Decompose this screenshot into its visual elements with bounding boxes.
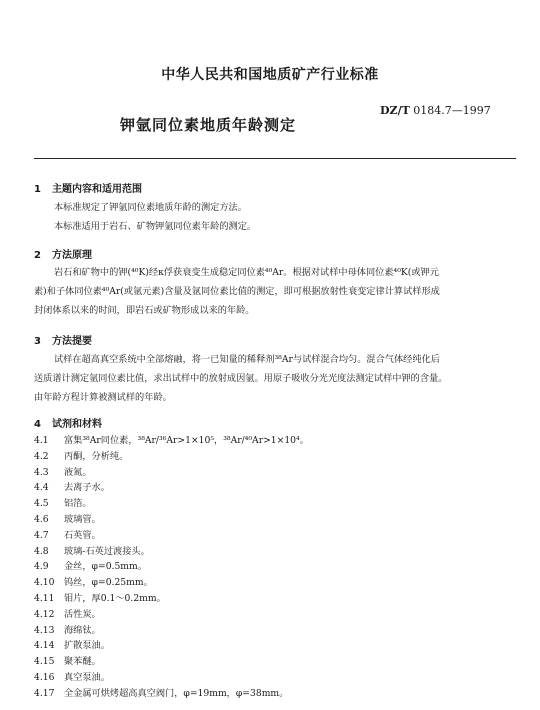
- section-body-3: [34, 350, 516, 407]
- item-text: 石英管。: [64, 529, 101, 541]
- item-number: 4.2: [34, 450, 49, 462]
- paragraph-line: 本标准适用于岩石、矿物钾氩同位素年龄的测定。: [54, 221, 257, 232]
- list-item: [34, 654, 516, 670]
- section-number: 4: [34, 419, 41, 430]
- item-number: 4.6: [34, 513, 49, 525]
- item-text: 丙酮，分析纯。: [64, 450, 129, 462]
- item-number: 4.9: [34, 561, 49, 573]
- item-text: 全金属可烘烤超高真空阀门，φ=19mm，φ=38mm。: [64, 687, 289, 699]
- item-number: 4.4: [34, 482, 49, 494]
- item-number: 4.15: [34, 656, 55, 668]
- item-number: 4.11: [34, 592, 55, 604]
- item-number: 4.10: [34, 577, 55, 589]
- item-text: 海绵钛。: [64, 624, 101, 636]
- list-item: [34, 591, 516, 607]
- list-item: [34, 638, 516, 654]
- section-title: 方法提要: [52, 336, 92, 347]
- section-heading-1: [34, 180, 142, 195]
- item-number: 4.16: [34, 671, 55, 683]
- item-text: 聚苯醚。: [64, 656, 101, 668]
- materials-list: [34, 433, 516, 702]
- item-text: 真空泵油。: [64, 671, 110, 683]
- item-text: 富集³⁸Ar同位素，³⁸Ar/³⁶Ar>1×10⁵，³⁸Ar/⁴⁰Ar>1×10⁴。: [64, 435, 309, 446]
- item-number: 4.17: [34, 687, 55, 699]
- item-text: 铝箔。: [64, 498, 92, 510]
- section-heading-3: [34, 332, 92, 347]
- item-number: 4.14: [34, 640, 55, 652]
- list-item: [34, 449, 516, 465]
- section-title: 方法原理: [52, 250, 92, 261]
- item-text: 钨丝，φ=0.25mm。: [64, 577, 153, 589]
- list-item: [34, 496, 516, 512]
- item-text: 活性炭。: [64, 608, 101, 620]
- standard-code-number: 0184.7—1997: [413, 104, 491, 117]
- section-title: 试剂和材料: [52, 419, 102, 430]
- list-item: [34, 544, 516, 560]
- standard-code-prefix: DZ/T: [380, 104, 410, 117]
- item-text: 扩散泵油。: [64, 640, 110, 652]
- section-number: 3: [34, 336, 41, 347]
- item-number: 4.1: [34, 435, 49, 446]
- item-number: 4.5: [34, 498, 49, 510]
- paragraph-line: 岩石和矿物中的钾(⁴⁰K)经κ俘获衰变生成稳定同位素⁴⁰Ar。根据对试样中母体同位素⁴⁰K(或钾元: [54, 267, 439, 278]
- standard-title: 钾氩同位素地质年龄测定: [120, 116, 297, 134]
- item-text: 去离子水。: [64, 482, 110, 494]
- item-text: 玻璃-石英过渡接头。: [64, 545, 150, 557]
- paragraph-line: 素)和子体同位素⁴⁰Ar(或氩元素)含量及氩同位素比值的测定，即可根据放射性衰变定律计算试样形成: [34, 286, 440, 297]
- list-item: [34, 670, 516, 686]
- standard-organization: 中华人民共和国地质矿产行业标准: [161, 67, 379, 83]
- list-item: [34, 559, 516, 575]
- item-number: 4.7: [34, 529, 49, 541]
- list-item: [34, 528, 516, 544]
- item-number: 4.13: [34, 624, 55, 636]
- paragraph-line: 本标准规定了钾氩同位素地质年龄的测定方法。: [54, 202, 247, 213]
- section-heading-4: [34, 415, 102, 430]
- list-item: [34, 480, 516, 496]
- standard-code: [380, 104, 491, 117]
- section-number: 2: [34, 250, 41, 261]
- paragraph-line: 试样在超高真空系统中全部熔融，将一已知量的稀释剂³⁸Ar与试样混合均匀。混合气体经纯化后: [54, 354, 440, 365]
- list-item: [34, 607, 516, 623]
- paragraph-line: 封闭体系以来的时间，即岩石或矿物形成以来的年龄。: [34, 305, 255, 316]
- section-heading-2: [34, 246, 92, 261]
- section-title: 主题内容和适用范围: [52, 184, 142, 195]
- section-number: 1: [34, 184, 41, 195]
- list-item: [34, 465, 516, 481]
- item-number: 4.12: [34, 608, 55, 620]
- item-number: 4.8: [34, 545, 49, 557]
- list-item: [34, 686, 516, 702]
- header-divider: [34, 158, 516, 159]
- item-text: 钼片，厚0.1～0.2mm。: [64, 592, 166, 604]
- section-body-2: [34, 263, 516, 320]
- list-item: [34, 433, 516, 449]
- item-text: 金丝，φ=0.5mm。: [64, 561, 147, 573]
- list-item: [34, 623, 516, 639]
- section-body-1: [34, 198, 516, 236]
- item-number: 4.3: [34, 466, 49, 478]
- item-text: 玻璃管。: [64, 513, 101, 525]
- item-text: 液氮。: [64, 466, 92, 478]
- paragraph-line: 送质谱计测定氩同位素比值，求出试样中的放射成因氩。用原子吸收分光光度法测定试样中钾的含量。: [34, 373, 448, 384]
- list-item: [34, 575, 516, 591]
- list-item: [34, 512, 516, 528]
- paragraph-line: 由年龄方程计算被测试样的年龄。: [34, 392, 172, 403]
